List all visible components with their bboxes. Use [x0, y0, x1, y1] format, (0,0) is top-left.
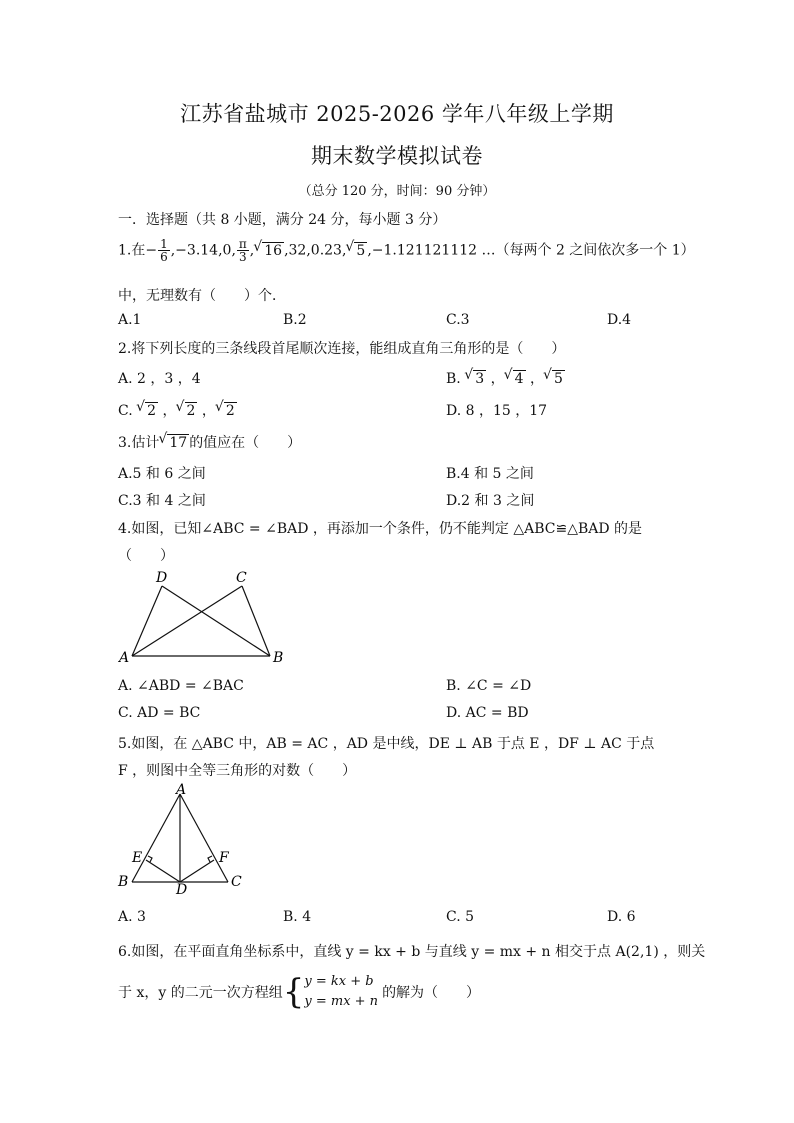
- q2-option-a[interactable]: A. 2 ，3 ，4: [118, 371, 201, 387]
- q6-stem-line2: [118, 972, 480, 1012]
- q6-stem: 6.如图，在平面直角坐标系中，直线 y = kx + b 与直线 y = mx + n 相交于点 A(2,1) ，则关: [118, 944, 706, 960]
- q1-option-a[interactable]: A.1: [118, 312, 142, 328]
- q5-option-a[interactable]: A. 3: [118, 909, 146, 925]
- q5-option-d[interactable]: D. 6: [607, 909, 636, 925]
- q4-option-b[interactable]: B. ∠C = ∠D: [446, 678, 532, 694]
- q1-option-b[interactable]: B.2: [283, 312, 307, 328]
- q3-stem-prefix: 3.估计: [118, 435, 160, 451]
- q4-option-a[interactable]: A. ∠ABD = ∠BAC: [118, 678, 244, 694]
- q3-stem-suffix: 的值应在（ ）: [189, 435, 302, 451]
- q2-optc-root2-a: √ 2: [145, 402, 158, 419]
- q4-stem-line2: （ ）: [118, 548, 174, 564]
- q1-frac2-num: π: [238, 237, 247, 251]
- q1-fraction-pi-third: [237, 238, 249, 263]
- q5-stem: 5.如图，在 △ABC 中，AB = AC ，AD 是中线，DE ⊥ AB 于点 E ，DF ⊥ AC 于点: [118, 736, 655, 752]
- q6-equation-1: y = kx + b: [304, 974, 374, 989]
- q2-sep: ，: [158, 403, 177, 419]
- q2-sep: ，: [486, 371, 505, 387]
- q6-system-brace: {: [282, 972, 305, 1012]
- q1-seq3: ,−1.121121112 …（每两个 2 之间依次多一个 1）: [367, 242, 695, 259]
- q1-option-c[interactable]: C.3: [446, 312, 470, 328]
- q4-label-d: D: [156, 570, 168, 586]
- section-heading: 一．选择题（共 8 小题，满分 24 分，每小题 3 分）: [118, 212, 447, 228]
- q1-frac1-den: 6: [160, 250, 168, 264]
- q2-optb-root5: √ 5: [552, 370, 565, 387]
- q4-label-b: B: [273, 650, 284, 666]
- q5-label-f: F: [219, 850, 229, 866]
- q3-option-a[interactable]: A.5 和 6 之间: [118, 466, 206, 482]
- q4-line-ad: [132, 586, 162, 656]
- q3-option-b[interactable]: B.4 和 5 之间: [446, 466, 534, 482]
- q2-optc-prefix: C.: [118, 403, 138, 419]
- q3-option-c[interactable]: C.3 和 4 之间: [118, 493, 206, 509]
- q4-line-bc: [242, 586, 270, 656]
- q2-sep: ，: [197, 403, 216, 419]
- q4-line-ac: [132, 586, 242, 656]
- q5-option-b[interactable]: B. 4: [283, 909, 312, 925]
- q4-option-c[interactable]: C. AD = BC: [118, 705, 201, 721]
- q5-label-b: B: [118, 874, 129, 890]
- q5-figure: [112, 782, 252, 894]
- q2-stem: 2.将下列长度的三条线段首尾顺次连接，能组成直角三角形的是（ ）: [118, 341, 566, 357]
- q5-line-ac: [180, 794, 228, 882]
- q1-sqrt16: √ 16: [262, 242, 284, 259]
- q6-stem-prefix: 于 x，y 的二元一次方程组: [118, 985, 283, 1001]
- q5-option-c[interactable]: C. 5: [446, 909, 475, 925]
- q1-comma: ,: [249, 242, 255, 259]
- q1-seq1: ,−3.14,0,: [170, 242, 236, 259]
- q1-frac1-num: 1: [160, 237, 168, 251]
- q5-stem-line2: F ，则图中全等三角形的对数（ ）: [118, 763, 357, 779]
- q2-sep: ，: [525, 371, 544, 387]
- q1-fraction-one-sixth: [158, 238, 170, 263]
- q1-seq2: ,32,0.23,: [284, 242, 347, 259]
- q2-optc-root2-b: √ 2: [185, 402, 198, 419]
- q4-line-bd: [162, 586, 270, 656]
- q5-label-c: C: [231, 874, 242, 890]
- q4-option-d[interactable]: D. AC = BD: [446, 705, 529, 721]
- q5-label-a: A: [176, 782, 187, 798]
- q1-sqrt5: √ 5: [354, 242, 367, 259]
- q5-label-e: E: [132, 850, 143, 866]
- q6-equation-system: [304, 972, 378, 1012]
- exam-title-line2: 期末数学模拟试卷: [311, 144, 483, 168]
- q2-optc-root2-c: √ 2: [224, 402, 237, 419]
- q5-line-df: [180, 860, 214, 882]
- q2-option-b[interactable]: [446, 368, 565, 388]
- q2-optb-prefix: B.: [446, 371, 466, 387]
- q3-root17: √ 17: [167, 434, 189, 451]
- q4-label-a: A: [119, 650, 130, 666]
- q6-equation-2: y = mx + n: [304, 994, 379, 1009]
- q5-label-d: D: [176, 882, 188, 894]
- q2-option-c[interactable]: [118, 400, 237, 420]
- q4-stem: 4.如图，已知∠ABC = ∠BAD ，再添加一个条件，仍不能判定 △ABC≌△BAD 的是: [118, 521, 643, 537]
- q6-stem-suffix: 的解为（ ）: [382, 985, 481, 1001]
- q1-stem: [118, 238, 695, 263]
- q1-minus: −: [145, 242, 158, 259]
- q1-frac2-den: 3: [239, 250, 247, 264]
- q1-option-d[interactable]: D.4: [607, 312, 632, 328]
- q5-line-de: [146, 860, 180, 882]
- q1-prefix: 1.在: [118, 242, 146, 259]
- q2-optb-root3: √ 3: [473, 370, 486, 387]
- q4-label-c: C: [236, 570, 247, 586]
- exam-subtitle: （总分 120 分，时间：90 分钟）: [298, 184, 496, 199]
- q2-optb-root4: √ 4: [513, 370, 526, 387]
- q1-stem-line2: 中，无理数有（ ）个．: [118, 288, 286, 304]
- q5-line-ab: [132, 794, 180, 882]
- q4-figure: [112, 566, 292, 670]
- q2-option-d[interactable]: D. 8 ，15 ，17: [446, 403, 548, 419]
- q3-option-d[interactable]: D.2 和 3 之间: [446, 493, 535, 509]
- exam-title-line1: 江苏省盐城市 2025-2026 学年八年级上学期: [180, 102, 614, 126]
- q3-stem: [118, 432, 301, 452]
